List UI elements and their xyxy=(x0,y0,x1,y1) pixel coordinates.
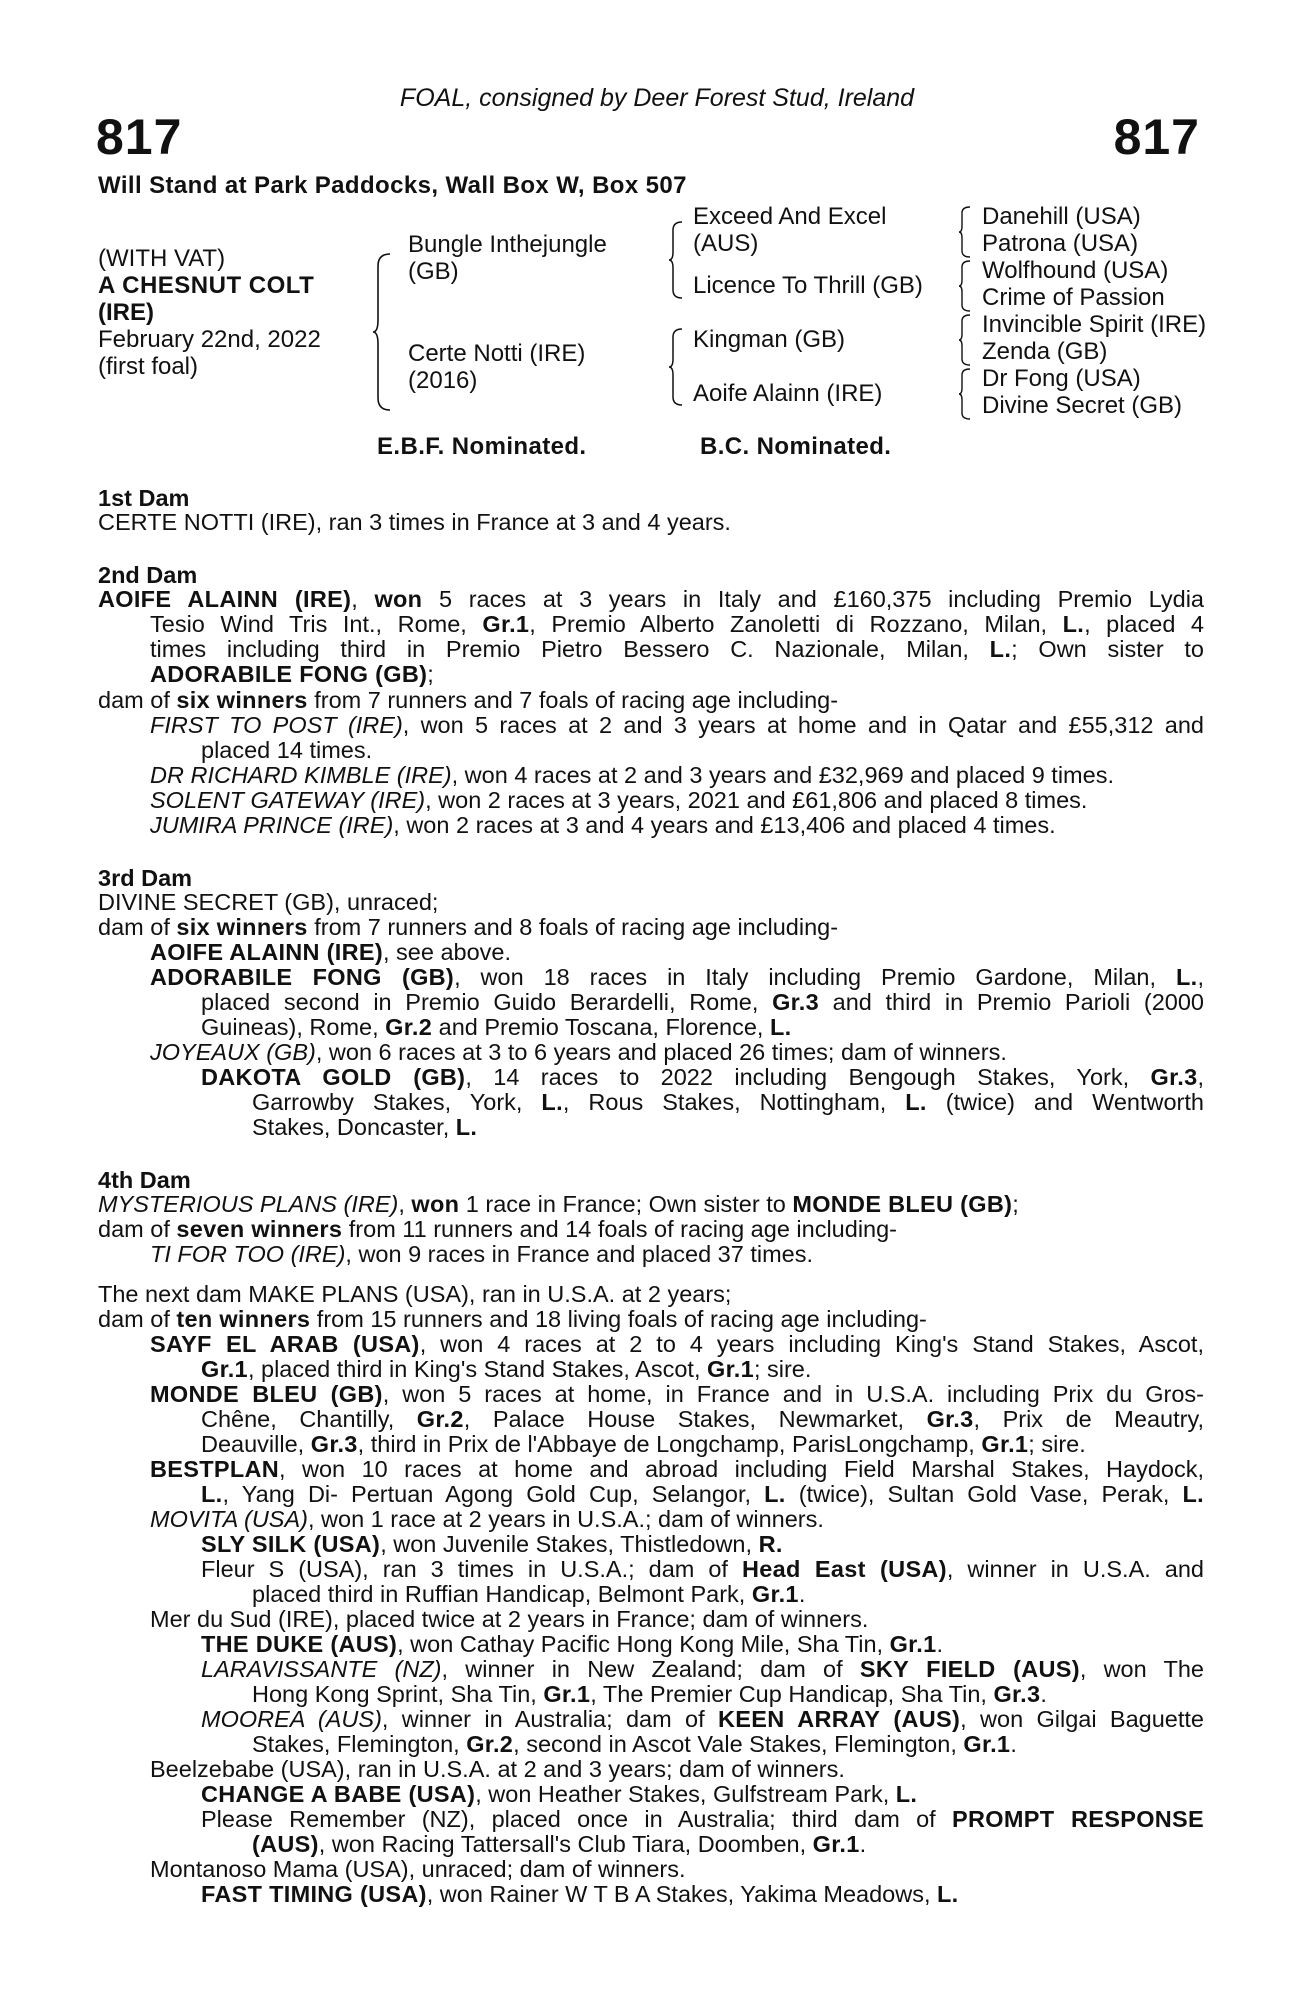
italic-text: MYSTERIOUS PLANS (IRE) xyxy=(98,1191,399,1217)
bold-text: L. xyxy=(1182,1481,1204,1507)
g4-ancestor: Dr Fong (USA) xyxy=(982,365,1141,392)
pedigree-brace-main xyxy=(372,252,394,412)
g4-ancestor: Wolfhound (USA) xyxy=(982,257,1169,284)
bold-text: Gr.3 xyxy=(772,989,819,1015)
bold-text: MONDE BLEU (GB) xyxy=(150,1381,383,1407)
dam-dam-name: Aoife Alainn (IRE) xyxy=(693,380,883,407)
subject-country: (IRE) xyxy=(98,299,154,326)
dam-line xyxy=(150,713,1204,738)
text-run: , see above. xyxy=(383,939,512,965)
sire-sire-country: (AUS) xyxy=(693,230,759,257)
bold-text: Gr.1 xyxy=(482,611,530,637)
text-run: from 7 runners and 7 foals of racing age including- xyxy=(307,687,839,713)
first-dam-heading: 1st Dam xyxy=(98,485,190,511)
g4-ancestor: Zenda (GB) xyxy=(982,338,1108,365)
sire-dam-name: Licence To Thrill (GB) xyxy=(693,272,923,299)
dam-line xyxy=(201,738,372,763)
bold-text: Gr.2 xyxy=(385,1014,433,1040)
text-run: , won Rainer W T B A Stakes, Yakima Meadows, xyxy=(426,1881,937,1907)
third-dam-heading: 3rd Dam xyxy=(98,865,193,891)
text-run: , won 5 races at home, in France and in U.S.A. including Prix du Gros- xyxy=(382,1381,1204,1407)
italic-text: JUMIRA PRINCE (IRE) xyxy=(150,812,394,838)
bold-text: THE DUKE (AUS) xyxy=(201,1631,398,1657)
text-run: , winner in New Zealand; dam of xyxy=(441,1656,860,1682)
lot-number-right: 817 xyxy=(1113,109,1200,165)
bold-text: Gr.2 xyxy=(416,1406,464,1432)
text-run: , won 18 races in Italy including Premio Gardone, Milan, xyxy=(454,964,1176,990)
dam-line xyxy=(98,915,838,940)
text-run: , Palace House Stakes, Newmarket, xyxy=(463,1406,927,1432)
text-run: and third in Premio Parioli (2000 xyxy=(819,989,1204,1015)
g4-ancestor: Danehill (USA) xyxy=(982,203,1141,230)
dam-line xyxy=(201,1532,783,1557)
dam-line xyxy=(150,1242,813,1267)
bold-text: AOIFE ALAINN (IRE) xyxy=(98,586,352,612)
dam-line xyxy=(201,1782,917,1807)
bc-nomination: B.C. Nominated. xyxy=(700,433,892,460)
dam-line xyxy=(98,890,438,915)
bold-text: Head East (USA) xyxy=(741,1556,947,1582)
vat-note: (WITH VAT) xyxy=(98,245,226,272)
text-run: ; sire. xyxy=(1028,1431,1086,1457)
bold-text: Gr.3 xyxy=(993,1681,1041,1707)
bold-text: L. xyxy=(764,1481,786,1507)
g4-ancestor: Invincible Spirit (IRE) xyxy=(982,311,1207,338)
foal-note: (first foal) xyxy=(98,353,199,380)
bold-text: Gr.1 xyxy=(889,1631,937,1657)
text-run: , won 2 races at 3 years, 2021 and £61,806 and placed 8 times. xyxy=(425,787,1088,813)
italic-text: SOLENT GATEWAY (IRE) xyxy=(150,787,426,813)
dam-line xyxy=(252,1682,1047,1707)
bold-text: Gr.1 xyxy=(707,1356,754,1382)
text-run: (twice), Sultan Gold Vase, Perak, xyxy=(785,1481,1183,1507)
bold-text: ten winners xyxy=(176,1306,311,1332)
lot-number-left: 817 xyxy=(96,109,183,165)
text-run: from 15 runners and 18 living foals of racing age including- xyxy=(310,1306,927,1332)
text-run: , xyxy=(1197,964,1204,990)
text-run: , won 10 races at home and abroad including Field Marshal Stakes, Haydock, xyxy=(279,1456,1204,1482)
text-run: , 14 races to 2022 including Bengough Stakes, York, xyxy=(465,1064,1151,1090)
text-run: . xyxy=(936,1631,944,1657)
text-run: , won 1 race at 2 years in U.S.A.; dam of winners. xyxy=(307,1506,824,1532)
bold-text: L. xyxy=(541,1089,563,1115)
foaling-date: February 22nd, 2022 xyxy=(98,326,321,353)
text-run: , won Racing Tattersall's Club Tiara, Doomben, xyxy=(318,1831,813,1857)
dam-line xyxy=(201,1482,1204,1507)
second-dam-heading: 2nd Dam xyxy=(98,562,198,588)
bold-text: Gr.1 xyxy=(981,1431,1029,1457)
italic-text: FIRST TO POST (IRE) xyxy=(150,712,403,738)
italic-text: LARAVISSANTE (NZ) xyxy=(201,1656,442,1682)
dam-line xyxy=(150,763,1114,788)
dam-line xyxy=(150,1607,868,1632)
text-run: , Rous Stakes, Nottingham, xyxy=(562,1089,906,1115)
pedigree-brace-sire xyxy=(668,220,684,300)
text-run: . xyxy=(1010,1731,1017,1757)
text-run: , won 4 races at 2 to 4 years including King's Stand Stakes, Ascot, xyxy=(419,1331,1204,1357)
bold-text: six winners xyxy=(176,914,308,940)
dam-line xyxy=(150,1857,686,1882)
dam-line xyxy=(201,1407,1204,1432)
dam-line xyxy=(150,637,1204,662)
text-run: from 11 runners and 14 foals of racing age including- xyxy=(342,1216,898,1242)
fourth-dam-heading: 4th Dam xyxy=(98,1167,191,1193)
g4-ancestor: Divine Secret (GB) xyxy=(982,392,1183,419)
sire-country: (GB) xyxy=(408,258,459,285)
dam-line xyxy=(201,1065,1204,1090)
text-run: , won 6 races at 3 to 6 years and placed 26 times; dam of winners. xyxy=(315,1039,1007,1065)
pedigree-brace-g4-3 xyxy=(958,313,972,367)
text-run: and Premio Toscana, Florence, xyxy=(432,1014,770,1040)
bold-text: L. xyxy=(989,636,1012,662)
bold-text: L. xyxy=(769,1014,792,1040)
text-run: , won 5 races at 2 and 3 years at home and in Qatar and £55,312 and xyxy=(402,712,1204,738)
text-run: from 7 runners and 8 foals of racing age including- xyxy=(307,914,839,940)
dam-line xyxy=(98,1192,1019,1217)
dam-line xyxy=(201,1357,811,1382)
text-run: DIVINE SECRET (GB), unraced; xyxy=(98,889,439,915)
text-run: , won The xyxy=(1079,1656,1204,1682)
italic-text: JOYEAUX (GB) xyxy=(150,1039,316,1065)
dam-line xyxy=(150,1040,1007,1065)
text-run: dam of xyxy=(98,1216,177,1242)
text-run: , xyxy=(398,1191,412,1217)
bold-text: Gr.1 xyxy=(543,1681,591,1707)
text-run: , won Gilgai Baguette xyxy=(960,1706,1204,1732)
pedigree-brace-g4-1 xyxy=(958,205,972,259)
bold-text: seven winners xyxy=(176,1216,343,1242)
g4-ancestor: Crime of Passion xyxy=(982,284,1165,311)
dam-line xyxy=(150,940,511,965)
italic-text: TI FOR TOO (IRE) xyxy=(150,1241,346,1267)
pedigree-brace-g4-4 xyxy=(958,367,972,421)
text-run: Chêne, Chantilly, xyxy=(201,1406,417,1432)
dam-line xyxy=(98,1217,897,1242)
text-run: , won 9 races in France and placed 37 times. xyxy=(345,1241,814,1267)
text-run: , xyxy=(351,586,375,612)
dam-line xyxy=(201,990,1204,1015)
text-run: Montanoso Mama (USA), unraced; dam of winners. xyxy=(150,1856,686,1882)
dam-line xyxy=(201,1657,1204,1682)
text-run: placed third in Ruffian Handicap, Belmont Park, xyxy=(252,1581,752,1607)
bold-text: FAST TIMING (USA) xyxy=(201,1881,427,1907)
bold-text: DAKOTA GOLD (GB) xyxy=(201,1064,466,1090)
text-run: ; sire. xyxy=(753,1356,812,1382)
bold-text: six winners xyxy=(176,687,308,713)
text-run: , winner in Australia; dam of xyxy=(381,1706,718,1732)
text-run: , winner in U.S.A. and xyxy=(946,1556,1204,1582)
text-run: . xyxy=(859,1831,867,1857)
text-run: dam of xyxy=(98,687,177,713)
bold-text: Gr.3 xyxy=(310,1431,358,1457)
text-run: , placed 4 xyxy=(1084,611,1205,637)
consignor-line: FOAL, consigned by Deer Forest Stud, Ireland xyxy=(399,84,915,112)
stand-info: Will Stand at Park Paddocks, Wall Box W, Box 507 xyxy=(98,172,687,199)
bold-text: Gr.2 xyxy=(466,1731,514,1757)
bold-text: L. xyxy=(1062,611,1085,637)
dam-line xyxy=(150,788,1087,813)
bold-text: SKY FIELD (AUS) xyxy=(859,1656,1080,1682)
text-run: , Prix de Meautry, xyxy=(973,1406,1204,1432)
text-run: , won 4 races at 2 and 3 years and £32,969 and placed 9 times. xyxy=(451,762,1114,788)
bold-text: L. xyxy=(937,1881,959,1907)
text-run: , placed third in King's Stand Stakes, Ascot, xyxy=(247,1356,708,1382)
g4-ancestor: Patrona (USA) xyxy=(982,230,1139,257)
dam-line xyxy=(98,587,1204,612)
text-run: Beelzebabe (USA), ran in U.S.A. at 2 and 3 years; dam of winners. xyxy=(150,1756,845,1782)
dam-sire-name: Kingman (GB) xyxy=(693,326,846,353)
text-run: Tesio Wind Tris Int., Rome, xyxy=(150,611,483,637)
text-run: , second in Ascot Vale Stakes, Flemington, xyxy=(513,1731,964,1757)
bold-text: L. xyxy=(895,1781,918,1807)
bold-text: SAYF EL ARAB (USA) xyxy=(150,1331,420,1357)
bold-text: CHANGE A BABE (USA) xyxy=(201,1781,476,1807)
text-run: , The Premier Cup Handicap, Sha Tin, xyxy=(590,1681,994,1707)
text-run: (twice) and Wentworth xyxy=(926,1089,1204,1115)
first-dam-text: CERTE NOTTI (IRE), ran 3 times in France at 3 and 4 years. xyxy=(98,509,731,535)
dam-line xyxy=(150,1332,1204,1357)
dam-line xyxy=(98,1282,731,1307)
bold-text: ADORABILE FONG (GB) xyxy=(150,661,428,687)
dam-line xyxy=(201,1557,1204,1582)
bold-text: (AUS) xyxy=(252,1831,319,1857)
bold-text: SLY SILK (USA) xyxy=(201,1531,381,1557)
text-run: Hong Kong Sprint, Sha Tin, xyxy=(252,1681,544,1707)
dam-year: (2016) xyxy=(408,367,478,394)
text-run: , Premio Alberto Zanoletti di Rozzano, Milan, xyxy=(529,611,1063,637)
dam-line xyxy=(98,688,838,713)
text-run: Fleur S (USA), ran 3 times in U.S.A.; dam of xyxy=(201,1556,742,1582)
dam-line xyxy=(201,1432,1086,1457)
text-run: ; Own sister to xyxy=(1011,636,1204,662)
text-run: , xyxy=(1197,1064,1205,1090)
dam-line xyxy=(252,1832,866,1857)
text-run: , Yang Di- Pertuan Agong Gold Cup, Selangor, xyxy=(222,1481,765,1507)
dam-line xyxy=(201,1632,943,1657)
text-run: ; xyxy=(1012,1191,1019,1217)
italic-text: MOOREA (AUS) xyxy=(201,1706,382,1732)
sire-name: Bungle Inthejungle xyxy=(408,231,607,258)
dam-line xyxy=(201,1015,791,1040)
bold-text: Gr.1 xyxy=(201,1356,248,1382)
bold-text: L. xyxy=(455,1114,478,1140)
dam-line xyxy=(150,612,1204,637)
text-run: The next dam MAKE PLANS (USA), ran in U.S.A. at 2 years; xyxy=(98,1281,732,1307)
text-run: Please Remember (NZ), placed once in Australia; third dam of xyxy=(201,1806,953,1832)
bold-text: BESTPLAN xyxy=(150,1456,280,1482)
text-run: placed 14 times. xyxy=(201,737,373,763)
bold-text: Gr.1 xyxy=(751,1581,799,1607)
dam-line xyxy=(252,1090,1204,1115)
bold-text: KEEN ARRAY (AUS) xyxy=(718,1706,961,1732)
text-run: Garrowby Stakes, York, xyxy=(252,1089,542,1115)
sire-sire-name: Exceed And Excel xyxy=(693,203,887,230)
dam-line xyxy=(201,1882,958,1907)
dam-line xyxy=(150,813,1056,838)
bold-text: Gr.3 xyxy=(926,1406,974,1432)
dam-line xyxy=(150,1757,845,1782)
text-run: Guineas), Rome, xyxy=(201,1014,386,1040)
dam-line xyxy=(201,1807,1204,1832)
bold-text: ADORABILE FONG (GB) xyxy=(150,964,455,990)
bold-text: L. xyxy=(1175,964,1198,990)
dam-line xyxy=(252,1732,1017,1757)
bold-text: MONDE BLEU (GB) xyxy=(792,1191,1013,1217)
text-run: , won Cathay Pacific Hong Kong Mile, Sha Tin, xyxy=(397,1631,890,1657)
dam-name: Certe Notti (IRE) xyxy=(408,340,586,367)
bold-text: Gr.1 xyxy=(963,1731,1011,1757)
text-run: Deauville, xyxy=(201,1431,311,1457)
dam-line xyxy=(150,662,434,687)
pedigree-brace-dam xyxy=(668,327,684,407)
dam-line xyxy=(252,1115,477,1140)
bold-text: L. xyxy=(905,1089,927,1115)
subject-name: A CHESNUT COLT xyxy=(98,272,315,299)
text-run: . xyxy=(798,1581,806,1607)
text-run: , third in Prix de l'Abbaye de Longchamp, ParisLongchamp, xyxy=(357,1431,982,1457)
bold-text: Gr.3 xyxy=(1150,1064,1198,1090)
text-run: dam of xyxy=(98,914,177,940)
text-run: Mer du Sud (IRE), placed twice at 2 years in France; dam of winners. xyxy=(150,1606,869,1632)
dam-line xyxy=(150,1457,1204,1482)
bold-text: AOIFE ALAINN (IRE) xyxy=(150,939,383,965)
dam-line xyxy=(150,1507,824,1532)
text-run: Stakes, Doncaster, xyxy=(252,1114,456,1140)
dam-line xyxy=(150,965,1204,990)
dam-line xyxy=(252,1582,805,1607)
text-run: . xyxy=(1040,1681,1047,1707)
text-run: 5 races at 3 years in Italy and £160,375 including Premio Lydia xyxy=(422,586,1204,612)
bold-text: PROMPT RESPONSE xyxy=(952,1806,1204,1832)
bold-text: won xyxy=(374,586,423,612)
text-run: ; xyxy=(427,661,434,687)
text-run: dam of xyxy=(98,1306,177,1332)
bold-text: R. xyxy=(758,1531,783,1557)
text-run: Stakes, Flemington, xyxy=(252,1731,467,1757)
bold-text: Gr.1 xyxy=(812,1831,860,1857)
ebf-nomination: E.B.F. Nominated. xyxy=(377,433,587,460)
text-run: , won 2 races at 3 and 4 years and £13,406 and placed 4 times. xyxy=(393,812,1056,838)
dam-line xyxy=(98,1307,927,1332)
pedigree-brace-g4-2 xyxy=(958,259,972,313)
dam-line xyxy=(201,1707,1204,1732)
bold-text: L. xyxy=(201,1481,223,1507)
dam-line xyxy=(150,1382,1204,1407)
text-run: , won Juvenile Stakes, Thistledown, xyxy=(380,1531,759,1557)
text-run: 1 race in France; Own sister to xyxy=(459,1191,793,1217)
text-run: , won Heather Stakes, Gulfstream Park, xyxy=(475,1781,896,1807)
bold-text: won xyxy=(411,1191,460,1217)
italic-text: MOVITA (USA) xyxy=(150,1506,308,1532)
text-run: placed second in Premio Guido Berardelli, Rome, xyxy=(201,989,773,1015)
italic-text: DR RICHARD KIMBLE (IRE) xyxy=(150,762,452,788)
text-run: times including third in Premio Pietro Bessero C. Nazionale, Milan, xyxy=(150,636,990,662)
